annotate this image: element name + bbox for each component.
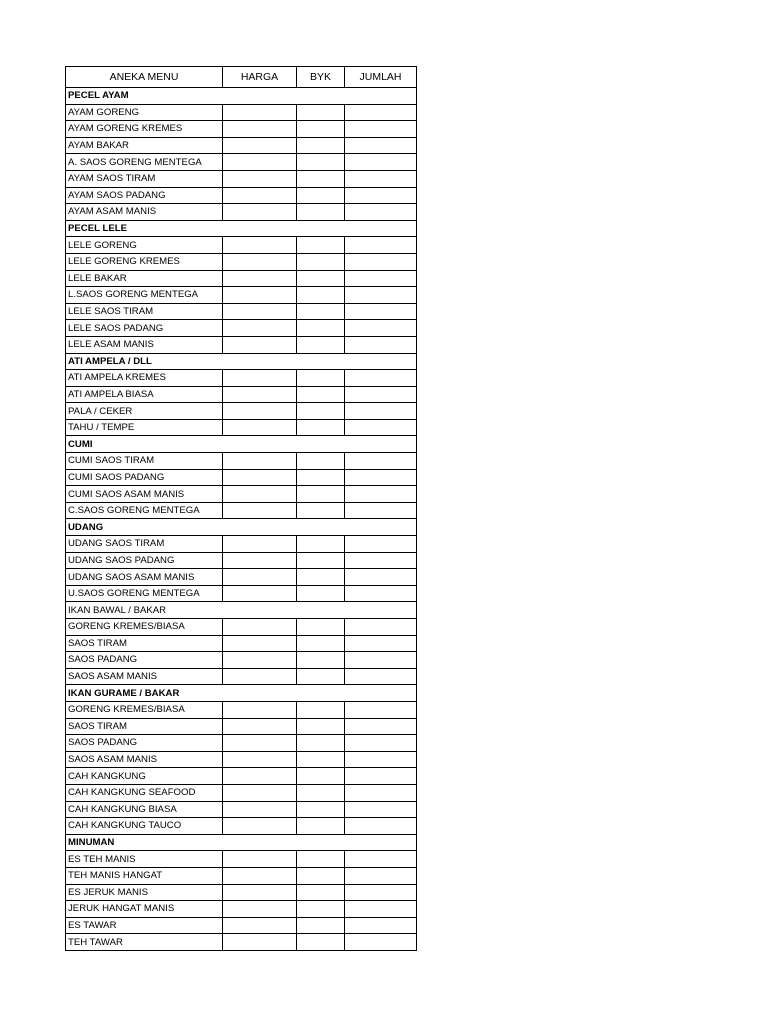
byk-cell	[297, 652, 345, 669]
jumlah-cell	[345, 569, 417, 586]
section-header-row	[66, 436, 417, 453]
harga-cell	[223, 453, 297, 470]
byk-cell	[297, 336, 345, 353]
harga-cell	[223, 701, 297, 718]
byk-cell	[297, 536, 345, 553]
section-title: IKAN BAWAL / BAKAR	[66, 602, 417, 619]
harga-cell	[223, 851, 297, 868]
header-byk: BYK	[297, 67, 345, 88]
menu-item-row	[66, 585, 417, 602]
harga-cell	[223, 303, 297, 320]
menu-item-name: SAOS ASAM MANIS	[66, 668, 223, 685]
jumlah-cell	[345, 237, 417, 254]
menu-item-name: U.SAOS GORENG MENTEGA	[66, 585, 223, 602]
byk-cell	[297, 585, 345, 602]
harga-cell	[223, 469, 297, 486]
menu-item-row	[66, 419, 417, 436]
menu-item-name: AYAM ASAM MANIS	[66, 204, 223, 221]
harga-cell	[223, 320, 297, 337]
menu-item-row	[66, 718, 417, 735]
jumlah-cell	[345, 469, 417, 486]
byk-cell	[297, 867, 345, 884]
menu-item-row	[66, 934, 417, 951]
byk-cell	[297, 403, 345, 420]
menu-item-row	[66, 768, 417, 785]
menu-item-name: SAOS TIRAM	[66, 718, 223, 735]
menu-item-name: AYAM SAOS PADANG	[66, 187, 223, 204]
section-header-row	[66, 685, 417, 702]
jumlah-cell	[345, 884, 417, 901]
harga-cell	[223, 818, 297, 835]
menu-item-name: AYAM SAOS TIRAM	[66, 170, 223, 187]
menu-item-row	[66, 386, 417, 403]
menu-item-name: SAOS PADANG	[66, 652, 223, 669]
menu-item-row	[66, 336, 417, 353]
section-header-row	[66, 602, 417, 619]
menu-item-row	[66, 901, 417, 918]
header-jumlah: JUMLAH	[345, 67, 417, 88]
jumlah-cell	[345, 137, 417, 154]
byk-cell	[297, 370, 345, 387]
harga-cell	[223, 635, 297, 652]
byk-cell	[297, 917, 345, 934]
menu-item-row	[66, 851, 417, 868]
table-header-row	[66, 67, 417, 88]
jumlah-cell	[345, 818, 417, 835]
menu-item-name: UDANG SAOS ASAM MANIS	[66, 569, 223, 586]
menu-item-name: JERUK HANGAT MANIS	[66, 901, 223, 918]
byk-cell	[297, 453, 345, 470]
section-header-row	[66, 88, 417, 105]
menu-item-row	[66, 253, 417, 270]
section-title: MINUMAN	[66, 834, 417, 851]
menu-item-name: L.SAOS GORENG MENTEGA	[66, 287, 223, 304]
byk-cell	[297, 901, 345, 918]
harga-cell	[223, 934, 297, 951]
jumlah-cell	[345, 253, 417, 270]
byk-cell	[297, 552, 345, 569]
jumlah-cell	[345, 170, 417, 187]
menu-item-name: TAHU / TEMPE	[66, 419, 223, 436]
harga-cell	[223, 237, 297, 254]
jumlah-cell	[345, 121, 417, 138]
byk-cell	[297, 569, 345, 586]
harga-cell	[223, 801, 297, 818]
byk-cell	[297, 718, 345, 735]
harga-cell	[223, 403, 297, 420]
harga-cell	[223, 486, 297, 503]
harga-cell	[223, 502, 297, 519]
harga-cell	[223, 867, 297, 884]
jumlah-cell	[345, 735, 417, 752]
byk-cell	[297, 851, 345, 868]
menu-item-row	[66, 917, 417, 934]
jumlah-cell	[345, 502, 417, 519]
jumlah-cell	[345, 867, 417, 884]
menu-item-name: LELE GORENG KREMES	[66, 253, 223, 270]
menu-item-name: AYAM GORENG	[66, 104, 223, 121]
byk-cell	[297, 104, 345, 121]
byk-cell	[297, 934, 345, 951]
byk-cell	[297, 187, 345, 204]
harga-cell	[223, 104, 297, 121]
section-title: CUMI	[66, 436, 417, 453]
jumlah-cell	[345, 536, 417, 553]
menu-item-row	[66, 652, 417, 669]
harga-cell	[223, 137, 297, 154]
menu-item-row	[66, 287, 417, 304]
jumlah-cell	[345, 718, 417, 735]
byk-cell	[297, 303, 345, 320]
byk-cell	[297, 137, 345, 154]
section-title: PECEL AYAM	[66, 88, 417, 105]
jumlah-cell	[345, 336, 417, 353]
menu-item-name: LELE SAOS TIRAM	[66, 303, 223, 320]
byk-cell	[297, 619, 345, 636]
byk-cell	[297, 386, 345, 403]
menu-order-table	[65, 66, 417, 951]
jumlah-cell	[345, 287, 417, 304]
menu-item-name: UDANG SAOS TIRAM	[66, 536, 223, 553]
harga-cell	[223, 884, 297, 901]
menu-item-name: LELE BAKAR	[66, 270, 223, 287]
menu-item-name: AYAM GORENG KREMES	[66, 121, 223, 138]
byk-cell	[297, 237, 345, 254]
byk-cell	[297, 502, 345, 519]
menu-item-name: ATI AMPELA BIASA	[66, 386, 223, 403]
harga-cell	[223, 585, 297, 602]
harga-cell	[223, 619, 297, 636]
byk-cell	[297, 204, 345, 221]
menu-item-name: LELE GORENG	[66, 237, 223, 254]
menu-item-row	[66, 668, 417, 685]
menu-item-row	[66, 469, 417, 486]
menu-item-row	[66, 403, 417, 420]
menu-item-name: SAOS ASAM MANIS	[66, 751, 223, 768]
jumlah-cell	[345, 901, 417, 918]
jumlah-cell	[345, 270, 417, 287]
menu-item-name: GORENG KREMES/BIASA	[66, 619, 223, 636]
menu-item-row	[66, 137, 417, 154]
byk-cell	[297, 751, 345, 768]
section-title: ATI AMPELA / DLL	[66, 353, 417, 370]
menu-item-name: CUMI SAOS PADANG	[66, 469, 223, 486]
menu-item-row	[66, 154, 417, 171]
harga-cell	[223, 187, 297, 204]
jumlah-cell	[345, 154, 417, 171]
byk-cell	[297, 884, 345, 901]
jumlah-cell	[345, 934, 417, 951]
harga-cell	[223, 287, 297, 304]
byk-cell	[297, 253, 345, 270]
menu-item-name: UDANG SAOS PADANG	[66, 552, 223, 569]
menu-item-name: PALA / CEKER	[66, 403, 223, 420]
menu-item-row	[66, 751, 417, 768]
menu-item-row	[66, 502, 417, 519]
table-body	[66, 88, 417, 951]
jumlah-cell	[345, 668, 417, 685]
section-title: PECEL LELE	[66, 220, 417, 237]
byk-cell	[297, 486, 345, 503]
section-header-row	[66, 220, 417, 237]
jumlah-cell	[345, 552, 417, 569]
jumlah-cell	[345, 619, 417, 636]
jumlah-cell	[345, 187, 417, 204]
jumlah-cell	[345, 453, 417, 470]
jumlah-cell	[345, 320, 417, 337]
harga-cell	[223, 170, 297, 187]
menu-item-row	[66, 784, 417, 801]
menu-item-row	[66, 735, 417, 752]
menu-item-row	[66, 453, 417, 470]
menu-item-row	[66, 303, 417, 320]
jumlah-cell	[345, 403, 417, 420]
menu-item-name: AYAM BAKAR	[66, 137, 223, 154]
menu-item-name: ES TAWAR	[66, 917, 223, 934]
menu-item-row	[66, 701, 417, 718]
menu-item-row	[66, 486, 417, 503]
menu-item-row	[66, 237, 417, 254]
jumlah-cell	[345, 386, 417, 403]
menu-item-row	[66, 867, 417, 884]
harga-cell	[223, 668, 297, 685]
menu-item-name: LELE ASAM MANIS	[66, 336, 223, 353]
byk-cell	[297, 469, 345, 486]
harga-cell	[223, 253, 297, 270]
menu-item-row	[66, 619, 417, 636]
menu-item-name: CUMI SAOS ASAM MANIS	[66, 486, 223, 503]
header-harga: HARGA	[223, 67, 297, 88]
jumlah-cell	[345, 419, 417, 436]
jumlah-cell	[345, 768, 417, 785]
section-title: IKAN GURAME / BAKAR	[66, 685, 417, 702]
harga-cell	[223, 270, 297, 287]
menu-item-row	[66, 635, 417, 652]
menu-item-row	[66, 187, 417, 204]
jumlah-cell	[345, 701, 417, 718]
byk-cell	[297, 154, 345, 171]
menu-item-row	[66, 270, 417, 287]
harga-cell	[223, 735, 297, 752]
menu-item-row	[66, 801, 417, 818]
harga-cell	[223, 154, 297, 171]
jumlah-cell	[345, 370, 417, 387]
menu-item-row	[66, 569, 417, 586]
jumlah-cell	[345, 303, 417, 320]
byk-cell	[297, 320, 345, 337]
jumlah-cell	[345, 486, 417, 503]
menu-item-row	[66, 320, 417, 337]
harga-cell	[223, 419, 297, 436]
jumlah-cell	[345, 585, 417, 602]
byk-cell	[297, 801, 345, 818]
jumlah-cell	[345, 204, 417, 221]
harga-cell	[223, 386, 297, 403]
byk-cell	[297, 818, 345, 835]
menu-item-row	[66, 552, 417, 569]
menu-item-name: C.SAOS GORENG MENTEGA	[66, 502, 223, 519]
harga-cell	[223, 336, 297, 353]
menu-item-row	[66, 370, 417, 387]
harga-cell	[223, 768, 297, 785]
harga-cell	[223, 121, 297, 138]
harga-cell	[223, 718, 297, 735]
jumlah-cell	[345, 635, 417, 652]
byk-cell	[297, 419, 345, 436]
menu-item-name: TEH MANIS HANGAT	[66, 867, 223, 884]
menu-item-name: TEH TAWAR	[66, 934, 223, 951]
header-aneka-menu: ANEKA MENU	[66, 67, 223, 88]
menu-item-name: LELE SAOS PADANG	[66, 320, 223, 337]
menu-item-name: ES JERUK MANIS	[66, 884, 223, 901]
menu-item-name: GORENG KREMES/BIASA	[66, 701, 223, 718]
menu-item-name: CAH KANGKUNG TAUCO	[66, 818, 223, 835]
harga-cell	[223, 536, 297, 553]
menu-item-name: CUMI SAOS TIRAM	[66, 453, 223, 470]
menu-item-row	[66, 204, 417, 221]
byk-cell	[297, 635, 345, 652]
harga-cell	[223, 751, 297, 768]
menu-item-name: ATI AMPELA KREMES	[66, 370, 223, 387]
harga-cell	[223, 569, 297, 586]
byk-cell	[297, 701, 345, 718]
menu-item-row	[66, 818, 417, 835]
harga-cell	[223, 784, 297, 801]
menu-item-name: CAH KANGKUNG	[66, 768, 223, 785]
byk-cell	[297, 784, 345, 801]
jumlah-cell	[345, 784, 417, 801]
harga-cell	[223, 901, 297, 918]
menu-item-row	[66, 884, 417, 901]
section-header-row	[66, 519, 417, 536]
jumlah-cell	[345, 917, 417, 934]
menu-item-name: SAOS TIRAM	[66, 635, 223, 652]
byk-cell	[297, 768, 345, 785]
section-header-row	[66, 353, 417, 370]
byk-cell	[297, 287, 345, 304]
menu-item-name: ES TEH MANIS	[66, 851, 223, 868]
harga-cell	[223, 204, 297, 221]
menu-item-row	[66, 121, 417, 138]
byk-cell	[297, 668, 345, 685]
jumlah-cell	[345, 104, 417, 121]
section-title: UDANG	[66, 519, 417, 536]
harga-cell	[223, 917, 297, 934]
menu-item-row	[66, 536, 417, 553]
harga-cell	[223, 652, 297, 669]
byk-cell	[297, 735, 345, 752]
menu-item-name: CAH KANGKUNG BIASA	[66, 801, 223, 818]
menu-item-row	[66, 104, 417, 121]
menu-item-name: CAH KANGKUNG SEAFOOD	[66, 784, 223, 801]
byk-cell	[297, 270, 345, 287]
byk-cell	[297, 121, 345, 138]
menu-item-name: SAOS PADANG	[66, 735, 223, 752]
section-header-row	[66, 834, 417, 851]
menu-item-name: A. SAOS GORENG MENTEGA	[66, 154, 223, 171]
jumlah-cell	[345, 652, 417, 669]
jumlah-cell	[345, 851, 417, 868]
menu-item-row	[66, 170, 417, 187]
jumlah-cell	[345, 751, 417, 768]
byk-cell	[297, 170, 345, 187]
harga-cell	[223, 370, 297, 387]
harga-cell	[223, 552, 297, 569]
jumlah-cell	[345, 801, 417, 818]
